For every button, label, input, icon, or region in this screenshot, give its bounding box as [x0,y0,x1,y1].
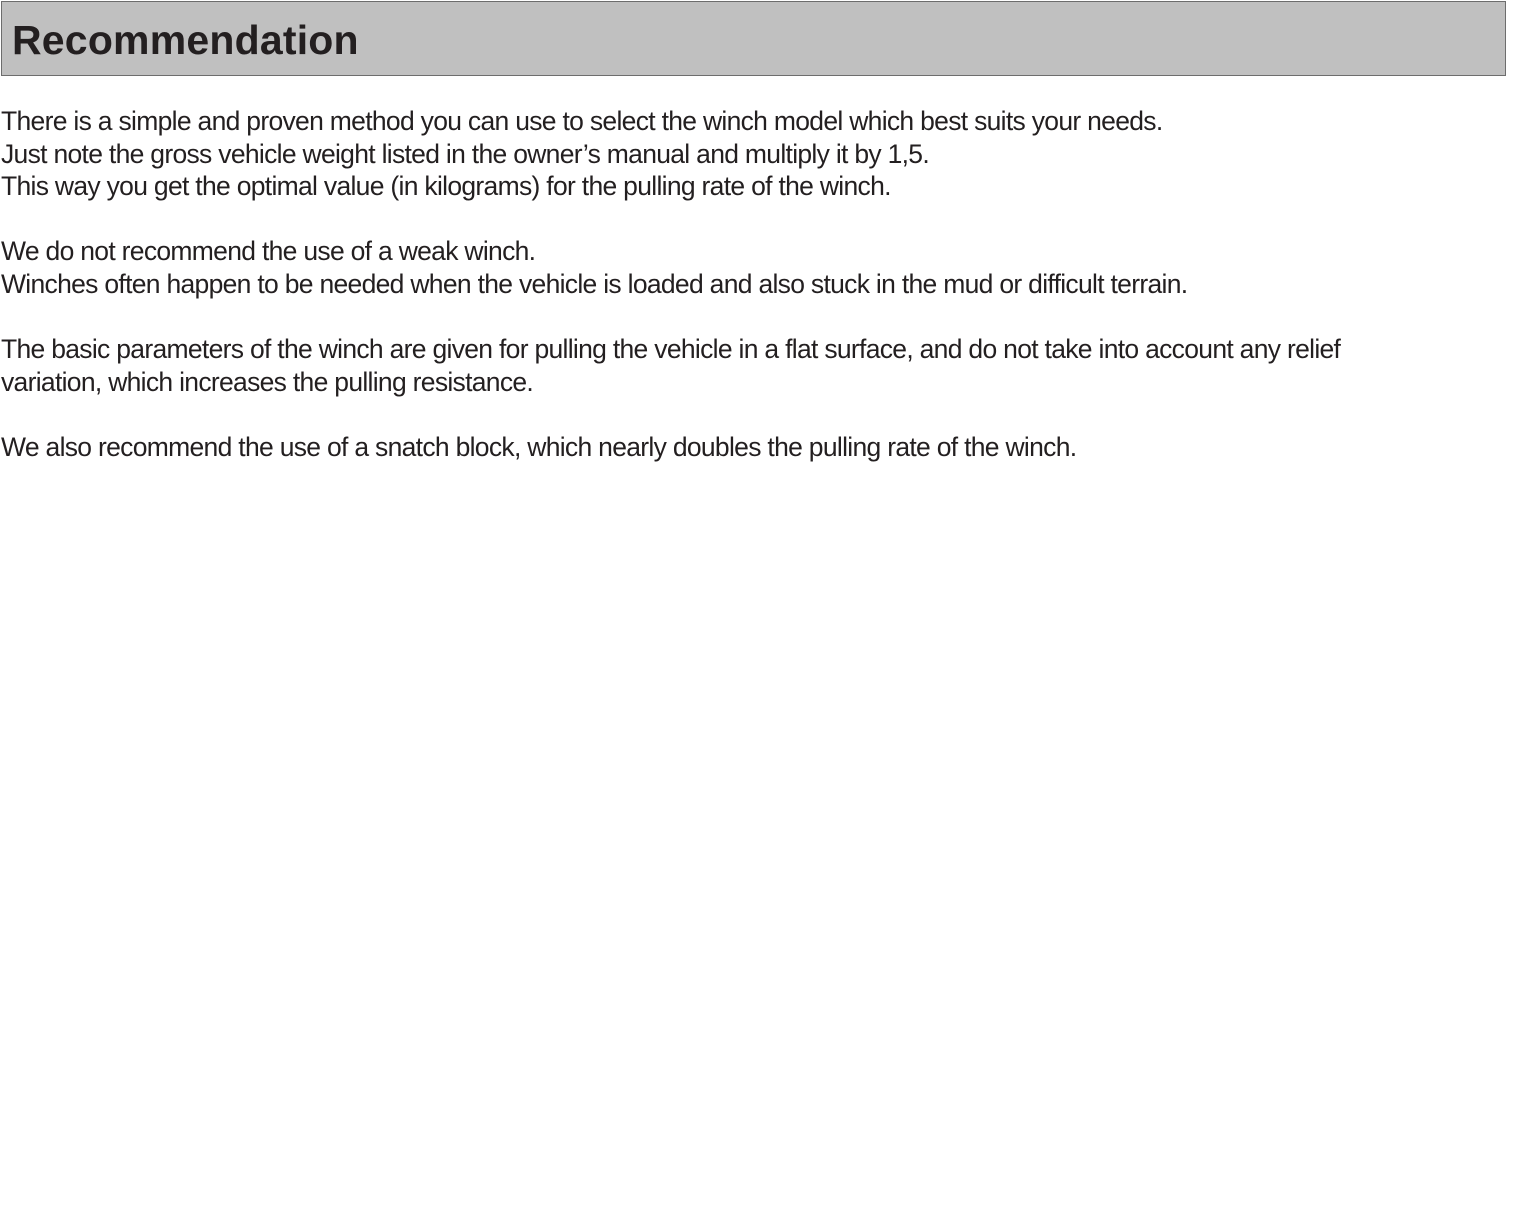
paragraph-line: We also recommend the use of a snatch block, which nearly doubles the pulling rate of the winch. [1,432,1077,462]
paragraph-line: This way you get the optimal value (in kilograms) for the pulling rate of the winch. [1,171,891,201]
paragraph-line: variation, which increases the pulling resistance. [1,367,534,397]
section-header [1,1,1506,76]
paragraph-line: We do not recommend the use of a weak winch. [1,236,536,266]
paragraph-line: There is a simple and proven method you can use to select the winch model which best suits your needs. [1,106,1163,136]
paragraph-line: The basic parameters of the winch are given for pulling the vehicle in a flat surface, and do not take into account any relief [1,334,1341,364]
paragraph-line: Winches often happen to be needed when the vehicle is loaded and also stuck in the mud or difficult terrain. [1,269,1188,299]
section-title: Recommendation [12,17,359,63]
paragraph-line: Just note the gross vehicle weight listed in the owner’s manual and multiply it by 1,5. [1,139,929,169]
